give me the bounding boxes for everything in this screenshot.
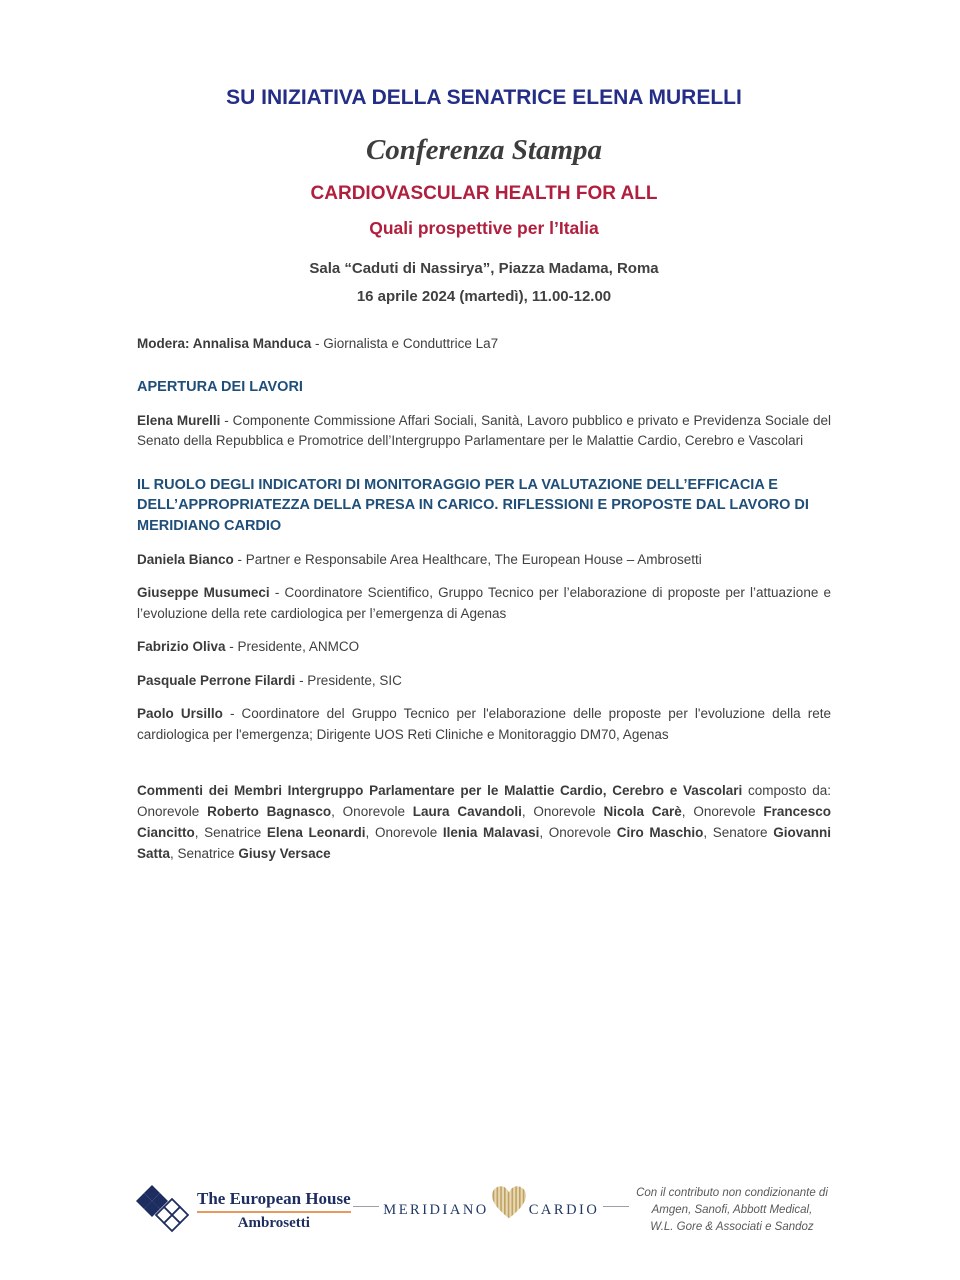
comments-bold-segment: Francesco Ciancitto bbox=[137, 804, 831, 841]
speaker-name: Daniela Bianco bbox=[137, 551, 234, 567]
european-house-diamonds-icon bbox=[135, 1183, 189, 1238]
european-house-logo-line2: Ambrosetti bbox=[237, 1215, 310, 1231]
striped-heart-icon bbox=[489, 1183, 529, 1226]
speaker-entry: Fabrizio Oliva - Presidente, ANMCO bbox=[137, 639, 360, 655]
comments-bold-segment: Elena Leonardi bbox=[266, 825, 366, 841]
comments-bold-segment: Ciro Maschio bbox=[616, 825, 704, 841]
comments-text-segment: , Senatrice bbox=[194, 825, 267, 841]
cardio-word: CARDIO bbox=[528, 1202, 600, 1218]
speaker-entry: Elena Murelli - Componente Commissione Affari Sociali, Sanità, Lavoro pubblico e privato e Previdenza Sociale del Senato della Repubblica e Promotrice dell’Intergruppo Parlamentare per le Malattie Cardio, Cerebro e Vascolari bbox=[137, 412, 831, 449]
comments-bold-segment: Ilenia Malavasi bbox=[442, 825, 540, 841]
meridiano-left-rule bbox=[353, 1206, 379, 1207]
speaker-name: Pasquale Perrone Filardi bbox=[137, 672, 296, 688]
european-house-logo-line1: The European House bbox=[197, 1189, 351, 1213]
speaker-name: Giuseppe Musumeci bbox=[137, 585, 270, 601]
meridiano-word: MERIDIANO bbox=[383, 1202, 489, 1218]
comments-text-segment: , Senatrice bbox=[170, 845, 239, 861]
speaker-name: Elena Murelli bbox=[137, 412, 221, 428]
comments-text-segment: , Senatore bbox=[703, 825, 774, 841]
comments-bold-segment: Commenti dei Membri Intergruppo Parlamentare per le Malattie Cardio, Cerebro e Vascolari bbox=[137, 783, 743, 799]
moderator-role: - Giornalista e Conduttrice La7 bbox=[311, 336, 499, 351]
european-house-logo-text bbox=[197, 1189, 351, 1232]
kicker-line: SU INIZIATIVA DELLA SENATRICE ELENA MURELLI bbox=[226, 86, 742, 109]
datetime-line: 16 aprile 2024 (martedì), 11.00-12.00 bbox=[356, 288, 612, 305]
comments-bold-segment: Giovanni Satta bbox=[137, 825, 831, 861]
section-heading: APERTURA DEI LAVORI bbox=[137, 379, 303, 396]
european-house-ambrosetti-logo bbox=[135, 1183, 351, 1238]
comments-text-segment: , Onorevole bbox=[681, 804, 764, 820]
footer-logos bbox=[135, 1183, 832, 1238]
speaker-name: Fabrizio Oliva bbox=[137, 639, 226, 655]
moderator-name: Modera: Annalisa Manduca bbox=[137, 336, 312, 351]
comments-bold-segment: Roberto Bagnasco bbox=[207, 804, 332, 820]
meridiano-cardio-logo bbox=[353, 1189, 629, 1232]
speaker-entry: Giuseppe Musumeci - Coordinatore Scientifico, Gruppo Tecnico per l’elaborazione di proposte per l’attuazione e l’evoluzione della rete cardiologica per l’emergenza di Agenas bbox=[137, 585, 831, 621]
sponsor-note: Con il contributo non condizionante di Amgen, Sanofi, Abbott Medical, W.L. Gore & Associati e Sandoz bbox=[636, 1186, 828, 1234]
comments-text-segment: , Onorevole bbox=[539, 825, 617, 841]
comments-text-segment: , Onorevole bbox=[331, 804, 413, 820]
event-subtitle: Quali prospettive per l’Italia bbox=[369, 218, 599, 238]
document-body bbox=[137, 0, 831, 865]
agenda-sections bbox=[137, 377, 831, 745]
speaker-entry: Paolo Ursillo - Coordinatore del Gruppo Tecnico per l'elaborazione delle proposte per l'evoluzione della rete cardiologica per l'emergenza; Dirigente UOS Reti Cliniche e Monitoraggio DM70, Agenas bbox=[137, 706, 831, 742]
comments-paragraph bbox=[137, 781, 831, 865]
section-heading: IL RUOLO DEGLI INDICATORI DI MONITORAGGIO PER LA VALUTAZIONE DELL’EFFICACIA E DELL’APPROPRIATEZZA DELLA PRESA IN CARICO. RIFLESSIONI E PROPOSTE DAL LAVORO DI MERIDIANO CARDIO bbox=[137, 476, 809, 535]
comments-text-segment: composto da: Onorevole bbox=[137, 783, 832, 820]
speaker-entry: Pasquale Perrone Filardi - Presidente, SIC bbox=[137, 672, 402, 688]
speaker-name: Paolo Ursillo bbox=[137, 706, 223, 722]
comments-text-segment: , Onorevole bbox=[521, 804, 604, 820]
comments-text-segment: , Onorevole bbox=[365, 825, 443, 841]
meridiano-right-rule bbox=[603, 1206, 629, 1207]
comments-bold-segment: Nicola Carè bbox=[603, 804, 682, 820]
event-type-title: Conferenza Stampa bbox=[365, 134, 603, 166]
speaker-entry: Daniela Bianco - Partner e Responsabile Area Healthcare, The European House – Ambrosetti bbox=[137, 551, 702, 567]
comments-bold-segment: Giusy Versace bbox=[238, 845, 331, 861]
event-title: CARDIOVASCULAR HEALTH FOR ALL bbox=[310, 183, 658, 204]
moderator-line bbox=[137, 334, 831, 354]
comments-bold-segment: Laura Cavandoli bbox=[412, 804, 522, 820]
venue-line: Sala “Caduti di Nassirya”, Piazza Madama, Roma bbox=[309, 260, 659, 277]
